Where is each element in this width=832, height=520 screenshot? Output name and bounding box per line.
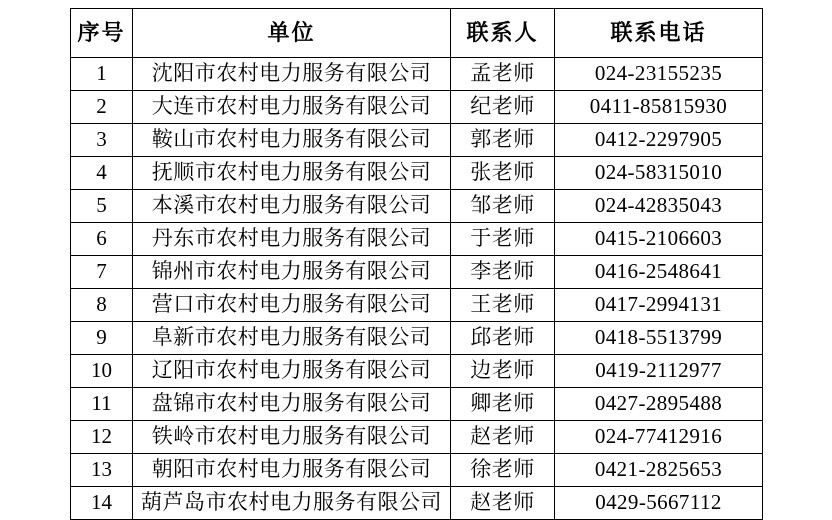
cell-index: 12	[71, 421, 133, 454]
cell-unit: 阜新市农村电力服务有限公司	[133, 322, 451, 355]
table-row	[71, 223, 763, 256]
column-header-person: 联系人	[451, 9, 555, 58]
contact-table-container	[70, 8, 762, 520]
cell-person: 邱老师	[451, 322, 555, 355]
cell-unit: 盘锦市农村电力服务有限公司	[133, 388, 451, 421]
table-row	[71, 388, 763, 421]
cell-person: 孟老师	[451, 58, 555, 91]
cell-phone: 0417-2994131	[555, 289, 763, 322]
cell-index: 8	[71, 289, 133, 322]
cell-phone: 024-58315010	[555, 157, 763, 190]
table-row	[71, 91, 763, 124]
cell-index: 13	[71, 454, 133, 487]
cell-unit: 丹东市农村电力服务有限公司	[133, 223, 451, 256]
cell-person: 邹老师	[451, 190, 555, 223]
table-row	[71, 157, 763, 190]
table-row	[71, 355, 763, 388]
cell-index: 11	[71, 388, 133, 421]
table-row	[71, 124, 763, 157]
cell-unit: 辽阳市农村电力服务有限公司	[133, 355, 451, 388]
cell-unit: 抚顺市农村电力服务有限公司	[133, 157, 451, 190]
table-row	[71, 421, 763, 454]
column-header-index: 序号	[71, 9, 133, 58]
cell-person: 徐老师	[451, 454, 555, 487]
cell-index: 3	[71, 124, 133, 157]
cell-unit: 朝阳市农村电力服务有限公司	[133, 454, 451, 487]
table-row	[71, 322, 763, 355]
cell-phone: 024-23155235	[555, 58, 763, 91]
cell-phone: 0418-5513799	[555, 322, 763, 355]
cell-phone: 0421-2825653	[555, 454, 763, 487]
cell-unit: 大连市农村电力服务有限公司	[133, 91, 451, 124]
table-row	[71, 454, 763, 487]
cell-index: 1	[71, 58, 133, 91]
cell-person: 边老师	[451, 355, 555, 388]
table-header-row	[71, 9, 763, 58]
cell-person: 纪老师	[451, 91, 555, 124]
cell-phone: 0416-2548641	[555, 256, 763, 289]
table-row	[71, 289, 763, 322]
table-row	[71, 487, 763, 520]
cell-index: 9	[71, 322, 133, 355]
cell-phone: 0415-2106603	[555, 223, 763, 256]
cell-index: 14	[71, 487, 133, 520]
cell-phone: 0427-2895488	[555, 388, 763, 421]
cell-unit: 鞍山市农村电力服务有限公司	[133, 124, 451, 157]
cell-phone: 0419-2112977	[555, 355, 763, 388]
cell-index: 10	[71, 355, 133, 388]
cell-phone: 024-42835043	[555, 190, 763, 223]
cell-unit: 铁岭市农村电力服务有限公司	[133, 421, 451, 454]
table-row	[71, 256, 763, 289]
cell-index: 2	[71, 91, 133, 124]
cell-person: 赵老师	[451, 421, 555, 454]
cell-index: 5	[71, 190, 133, 223]
cell-phone: 024-77412916	[555, 421, 763, 454]
cell-index: 6	[71, 223, 133, 256]
table-row	[71, 58, 763, 91]
table-header	[71, 9, 763, 58]
cell-person: 于老师	[451, 223, 555, 256]
cell-person: 郭老师	[451, 124, 555, 157]
cell-unit: 锦州市农村电力服务有限公司	[133, 256, 451, 289]
cell-phone: 0412-2297905	[555, 124, 763, 157]
cell-index: 4	[71, 157, 133, 190]
table-row	[71, 190, 763, 223]
cell-unit: 营口市农村电力服务有限公司	[133, 289, 451, 322]
contact-table	[70, 8, 763, 520]
cell-person: 卿老师	[451, 388, 555, 421]
cell-unit: 葫芦岛市农村电力服务有限公司	[133, 487, 451, 520]
cell-person: 李老师	[451, 256, 555, 289]
cell-person: 赵老师	[451, 487, 555, 520]
cell-unit: 本溪市农村电力服务有限公司	[133, 190, 451, 223]
cell-unit: 沈阳市农村电力服务有限公司	[133, 58, 451, 91]
cell-person: 张老师	[451, 157, 555, 190]
cell-phone: 0429-5667112	[555, 487, 763, 520]
column-header-phone: 联系电话	[555, 9, 763, 58]
column-header-unit: 单位	[133, 9, 451, 58]
cell-phone: 0411-85815930	[555, 91, 763, 124]
cell-person: 王老师	[451, 289, 555, 322]
table-body	[71, 58, 763, 520]
cell-index: 7	[71, 256, 133, 289]
